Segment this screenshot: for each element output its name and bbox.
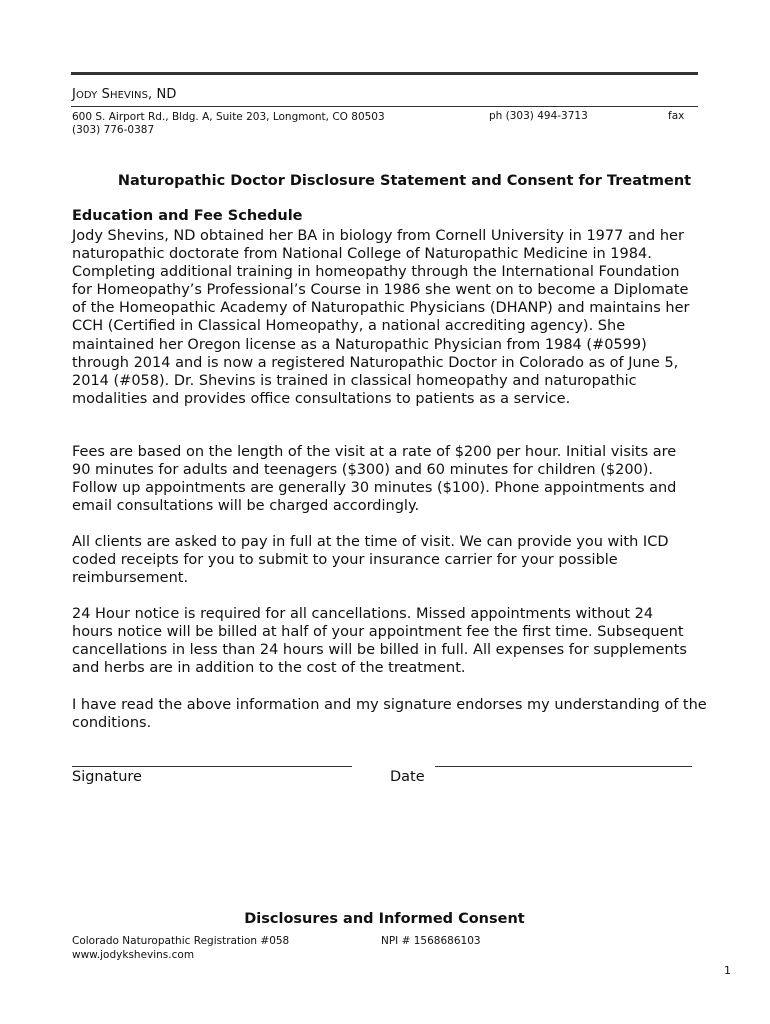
office-phone: ph (303) 494-3713 <box>489 110 588 122</box>
paragraph-cancellation: 24 Hour notice is required for all cancellations. Missed appointments without 24 hours notice will be billed at half of your appointment fee the first time. Subsequent cancellations in less than 24 hours will be billed in full. All expenses for supplements and herbs are in addition to the cost of the treatment. <box>72 606 687 677</box>
page-number: 1 <box>724 964 731 977</box>
name-last-initial: S <box>101 87 110 102</box>
name-first-rest: ODY <box>75 90 98 101</box>
date-label: Date <box>390 769 425 785</box>
header-bottom-rule <box>71 106 698 107</box>
npi-number: NPI # 1568686103 <box>381 935 481 947</box>
paragraph-fees: Fees are based on the length of the visit at a rate of $200 per hour. Initial visits are 90 minutes for adults and teenagers ($300) and 60 minutes for children ($200). Follow up appointments are generally 30 minutes ($100). Phone appointments and email consultations will be charged accordingly. <box>72 444 677 515</box>
website-link[interactable]: www.jodykshevins.com <box>72 949 195 961</box>
practitioner-name <box>72 87 176 102</box>
name-suffix: , ND <box>148 87 177 102</box>
name-first-initial: J <box>72 87 76 102</box>
date-line[interactable] <box>435 766 692 767</box>
paragraph-acknowledgement: I have read the above information and my signature endorses my understanding of the conditions. <box>72 697 707 732</box>
section-heading-education: Education and Fee Schedule <box>72 208 303 224</box>
name-last-rest: HEVINS <box>109 90 149 101</box>
signature-line[interactable] <box>72 766 352 767</box>
signature-label: Signature <box>72 769 142 785</box>
document-title: Naturopathic Doctor Disclosure Statement and Consent for Treatment <box>117 173 692 189</box>
header-top-rule <box>71 72 698 75</box>
paragraph-education: Jody Shevins, ND obtained her BA in biology from Cornell University in 1977 and her naturopathic doctorate from National College of Naturopathic Medicine in 1984. Completing additional training in homeopathy through the International Foundation for Homeopathy’s Professional’s Course in 1986 she went on to become a Diplomate of the Homeopathic Academy of Naturopathic Physicians (DHANP) and maintains her CCH (Certified in Classical Homeopathy, a national accrediting agency). She maintained her Oregon license as a Naturopathic Physician from 1984 (#0599) through 2014 and is now a registered Naturopathic Doctor in Colorado as of June 5, 2014 (#058). Dr. Shevins is trained in classical homeopathy and naturopathic modalities and provides office consultations to patients as a service. <box>72 228 690 407</box>
office-address: 600 S. Airport Rd., Bldg. A, Suite 203, Longmont, CO 80503 <box>72 111 385 123</box>
paragraph-payment: All clients are asked to pay in full at the time of visit. We can provide you with ICD coded receipts for you to submit to your insurance carrier for your possible reimbursement. <box>72 534 669 587</box>
fax-number: (303) 776-0387 <box>72 124 155 136</box>
fax-label: fax <box>668 110 685 122</box>
registration-number: Colorado Naturopathic Registration #058 <box>72 935 290 947</box>
footer-title: Disclosures and Informed Consent <box>244 911 525 927</box>
